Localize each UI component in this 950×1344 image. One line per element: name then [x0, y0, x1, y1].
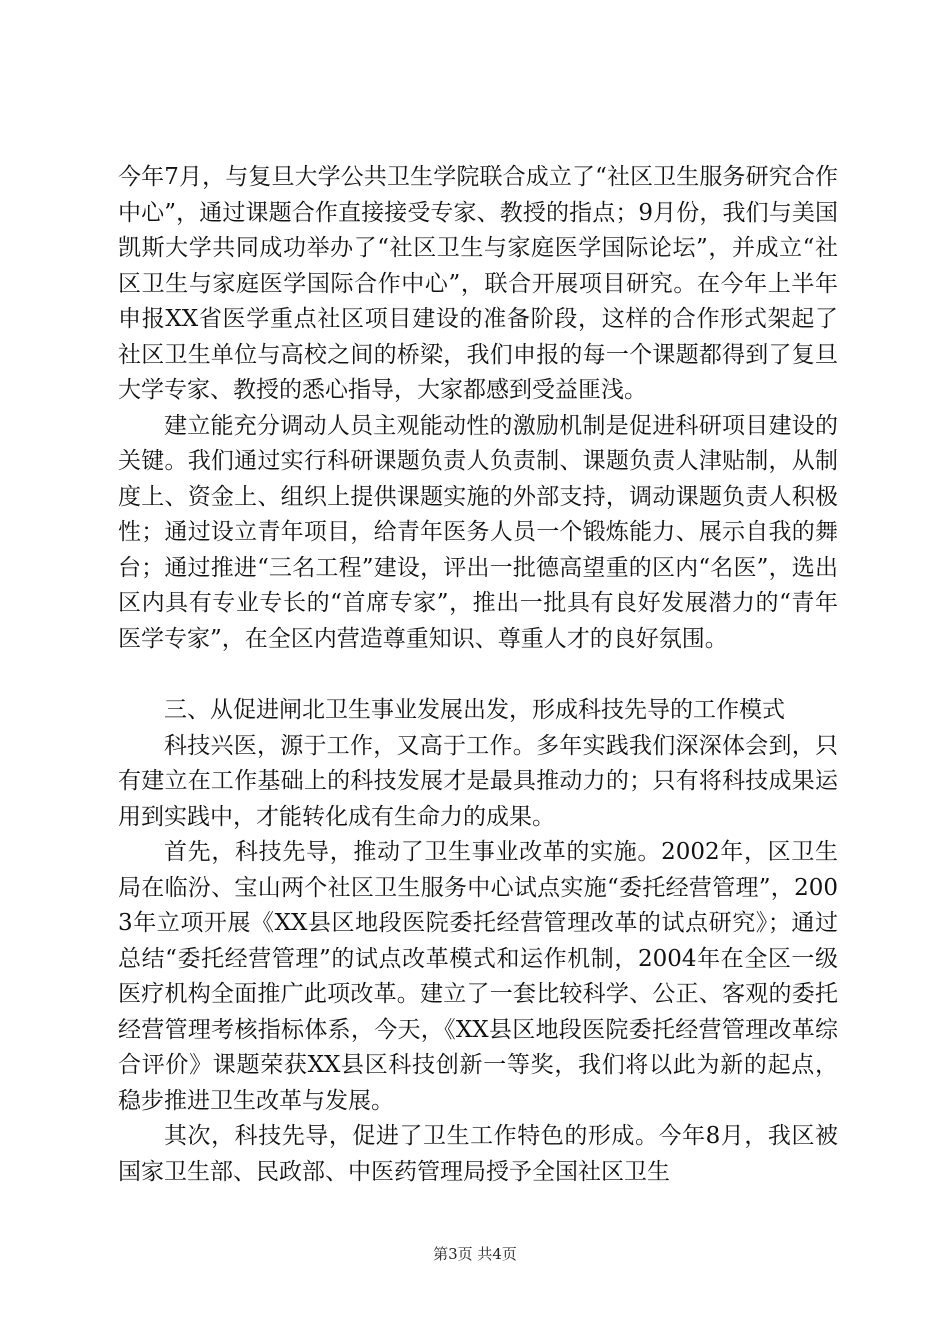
paragraph-tech-medicine: 科技兴医，源于工作，又高于工作。多年实践我们深深体会到，只有建立在工作基础上的科技发展才是最具推动力的；只有将科技成果运用到实践中，才能转化成有生命力的成果。: [118, 732, 838, 830]
paragraph-incentive: 建立能充分调动人员主观能动性的激励机制是促进科研项目建设的关键。我们通过实行科研课题负责人负责制、课题负责人津贴制，从制度上、资金上、组织上提供课题实施的外部支持，调动课题负责人积极性；通过设立青年项目，给青年医务人员一个锻炼能力、展示自我的舞台；通过推进“三名工程”建设，评出一批德高望重的区内“名医”，选出区内具有专业专长的“首席专家”，推出一批具有良好发展潜力的“青年医学专家”，在全区内营造尊重知识、尊重人才的良好氛围。: [118, 412, 838, 652]
document-body: [118, 160, 838, 1190]
paragraph-cooperation: 今年7月，与复旦大学公共卫生学院联合成立了“社区卫生服务研究合作中心”，通过课题合作直接接受专家、教授的指点；9月份，我们与美国凯斯大学共同成功举办了“社区卫生与家庭医学国际论坛”，并成立“社区卫生与家庭医学国际合作中心”，联合开展项目研究。在今年上半年申报XX省医学重点社区项目建设的准备阶段，这样的合作形式架起了社区卫生单位与高校之间的桥梁，我们申报的每一个课题都得到了复旦大学专家、教授的悉心指导，大家都感到受益匪浅。: [118, 164, 838, 403]
paragraph-features: 其次，科技先导，促进了卫生工作特色的形成。今年8月，我区被国家卫生部、民政部、中医药管理局授予全国社区卫生: [118, 1123, 838, 1185]
section-heading: 三、从促进闸北卫生事业发展出发，形成科技先导的工作模式: [164, 697, 785, 723]
page-footer: 第3页 共4页: [433, 1245, 517, 1263]
paragraph-reform: 首先，科技先导，推动了卫生事业改革的实施。2002年，区卫生局在临汾、宝山两个社区卫生服务中心试点实施“委托经营管理”，2003年立项开展《XX县区地段医院委托经营管理改革的试点研究》；通过总结“委托经营管理”的试点改革模式和运作机制，2004年在全区一级医疗机构全面推广此项改革。建立了一套比较科学、公正、客观的委托经营管理考核指标体系，今天，《XX县区地段医院委托经营管理改革综合评价》课题荣获XX县区科技创新一等奖，我们将以此为新的起点，稳步推进卫生改革与发展。: [118, 839, 838, 1114]
